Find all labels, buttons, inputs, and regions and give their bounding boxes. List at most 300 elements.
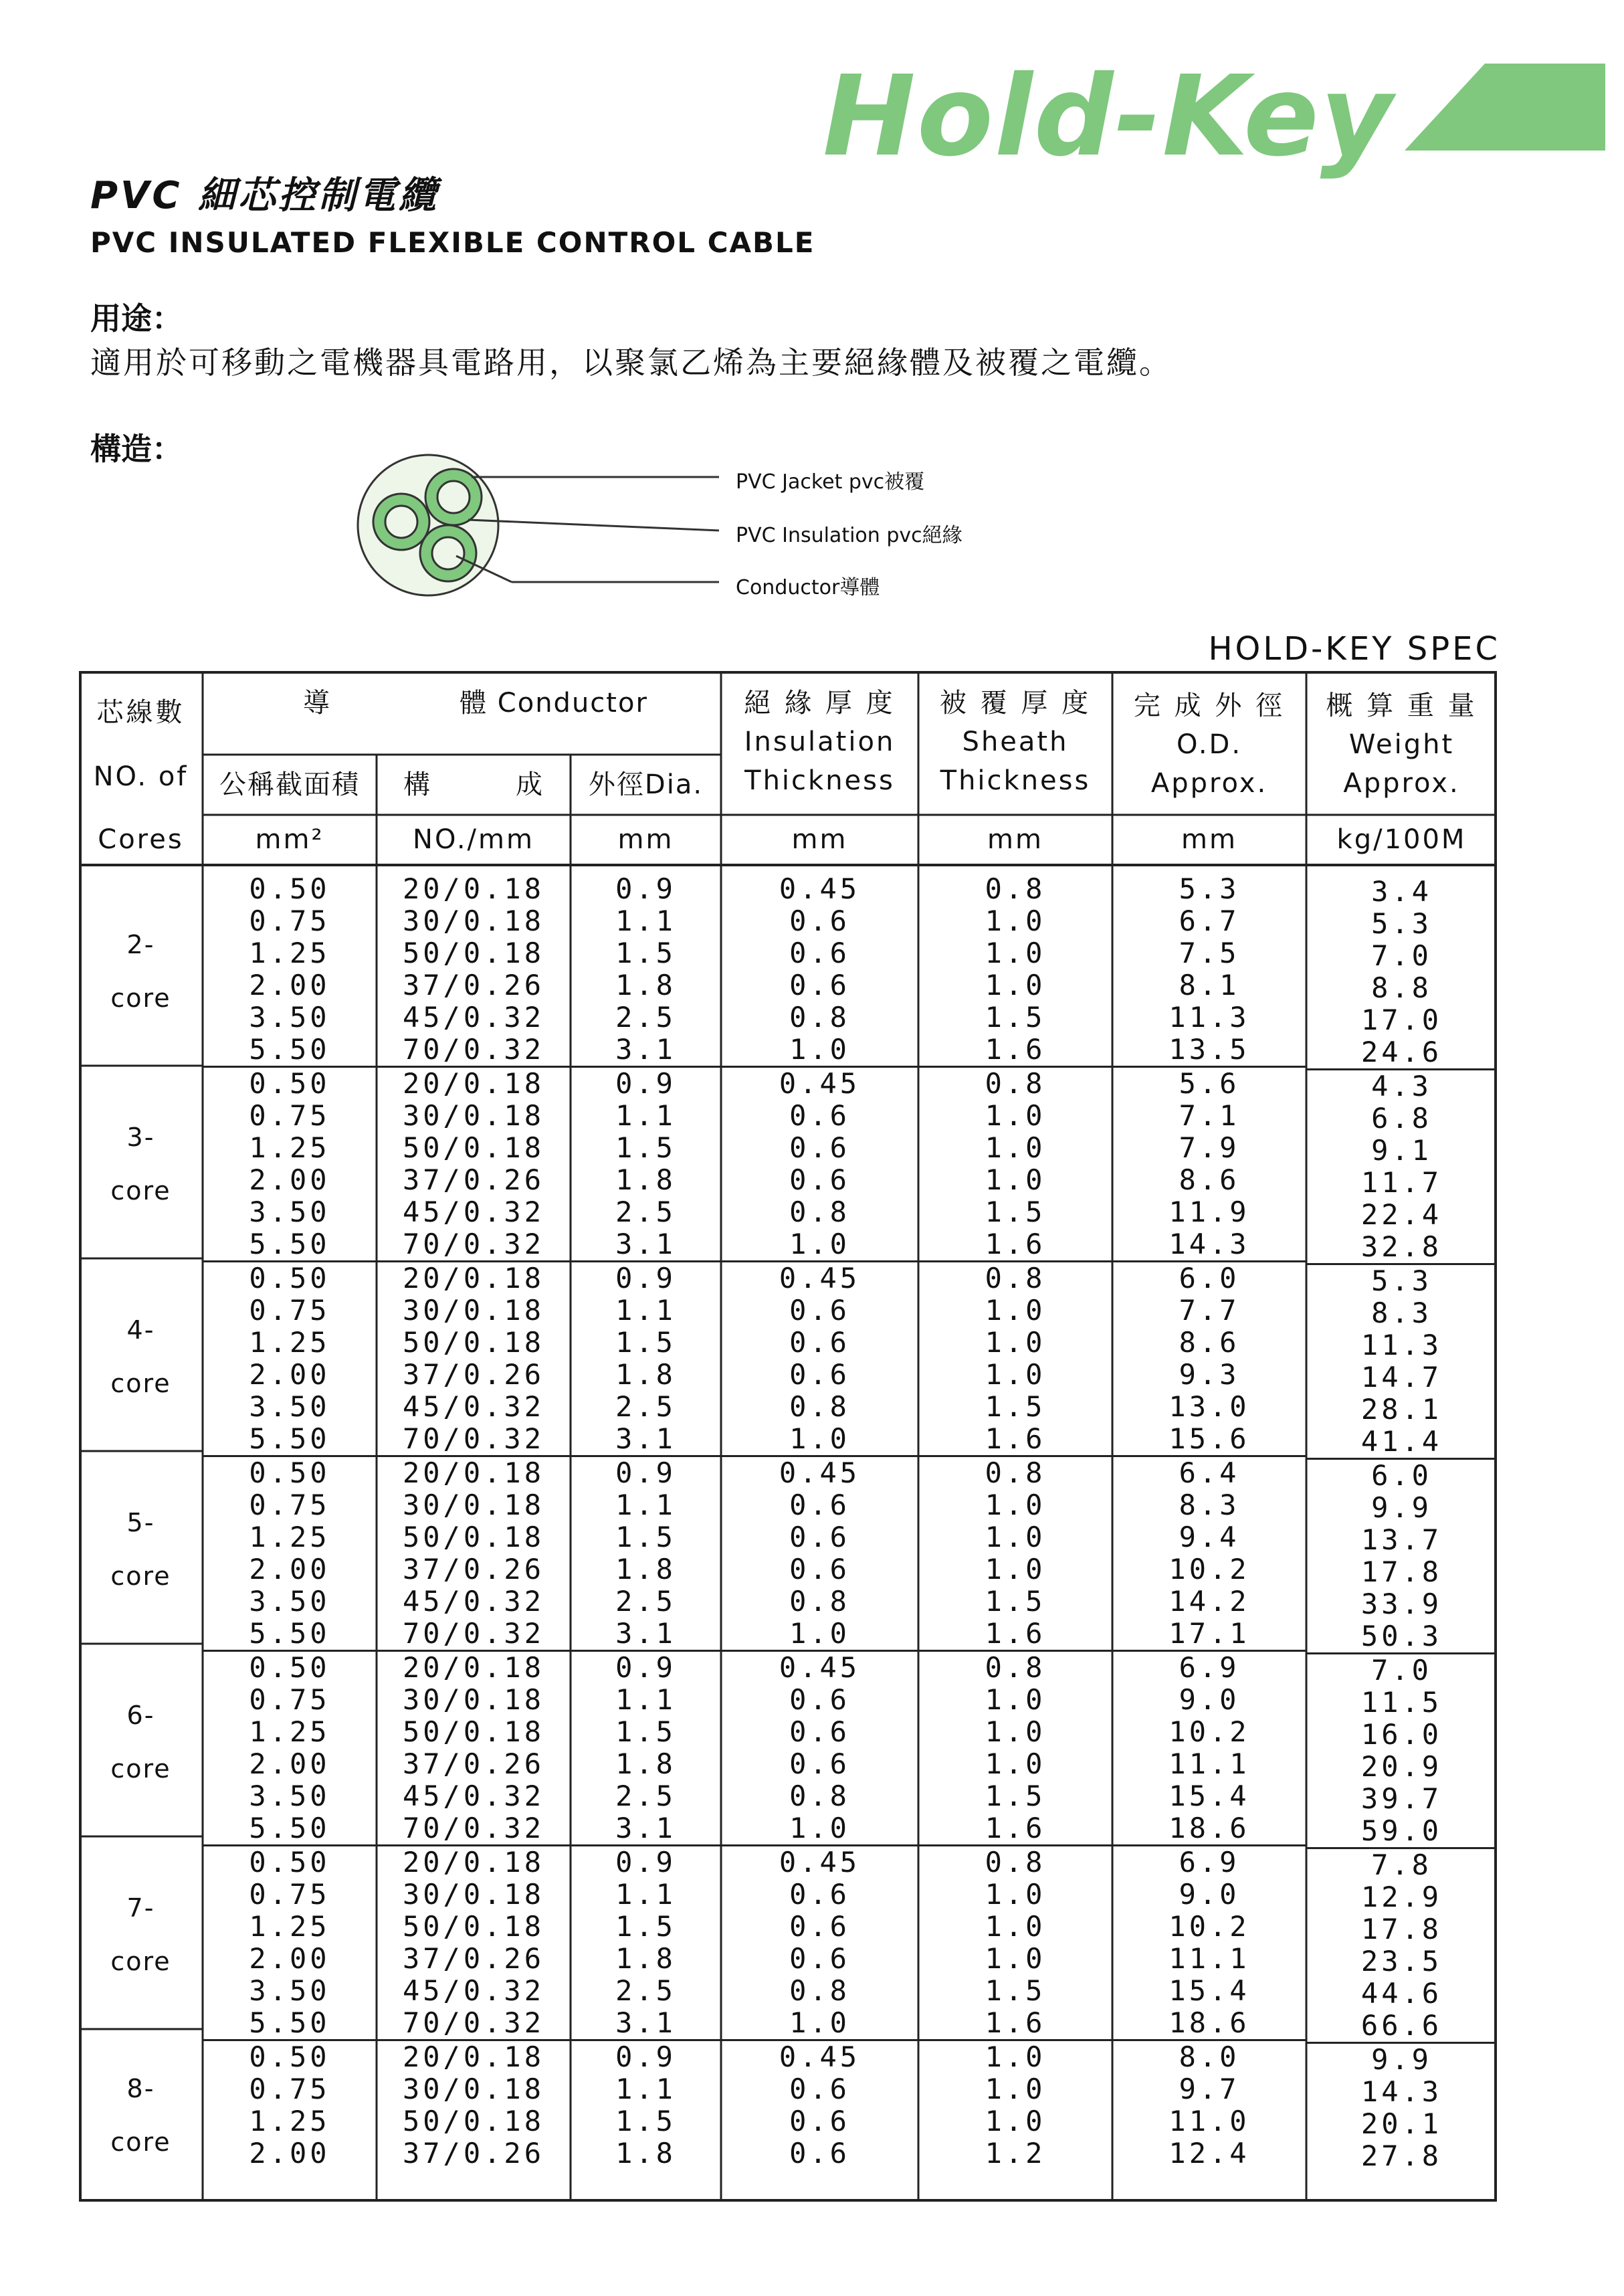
table-cell: 1.8 [615, 969, 676, 1001]
table-cell: 17.8 [1360, 1555, 1443, 1588]
table-cell: 0.6 [789, 1715, 850, 1748]
table-cell: 6.9 [1112, 1844, 1306, 1879]
header-cores-en: Cores [98, 824, 184, 855]
group-sub: core [110, 1561, 171, 1591]
usage-text: 適用於可移動之電機器具電路用，以聚氯乙烯為主要絕緣體及被覆之電纜。 [90, 345, 1172, 381]
table-cell: 0.8 [918, 1260, 1112, 1295]
table-cell: 5.3 [1179, 872, 1240, 905]
table-cell: 20/0.18 [377, 1455, 571, 1489]
table-cell: 1.8 [615, 1163, 676, 1196]
table-cell: 66.6 [1360, 2009, 1443, 2042]
table-cell: 0.8 [789, 1390, 850, 1423]
table-cell: 13.5 [1169, 1033, 1250, 1066]
column-od [1112, 873, 1306, 2170]
table-cell: 1.0 [985, 1878, 1046, 1911]
table-cell: 3.1 [615, 1617, 676, 1650]
table-cell: 5.6 [1112, 1066, 1306, 1100]
table-cell: 1.6 [985, 1617, 1046, 1650]
table-cell: 8.3 [1371, 1297, 1432, 1329]
table-cell: 1.0 [789, 1422, 850, 1455]
table-cell: 1.5 [985, 1001, 1046, 1034]
table-cell: 7.7 [1179, 1294, 1240, 1327]
header-construction: 構 成 [403, 769, 544, 800]
table-cell: 0.75 [249, 1683, 330, 1716]
table-cell: 1.25 [249, 1521, 330, 1553]
table-cell: 20.9 [1360, 1750, 1443, 1783]
table-cell: 11.3 [1169, 1001, 1250, 1034]
table-cell: 37/0.26 [402, 2137, 544, 2170]
table-cell: 0.75 [249, 1489, 330, 1521]
table-cell: 1.1 [615, 1294, 676, 1327]
table-cell: 20/0.18 [377, 1650, 571, 1684]
table-cell: 37/0.26 [402, 969, 544, 1001]
column-weight [1306, 876, 1497, 2172]
table-cell: 1.25 [249, 1715, 330, 1748]
table-cell: 3.1 [615, 1228, 676, 1260]
header-conductor-zh: 導 [303, 688, 336, 719]
table-cell: 2.5 [615, 1780, 676, 1812]
header-weight-zh: 概 算 重 量 [1326, 690, 1478, 721]
table-cell: 45/0.32 [402, 1390, 544, 1423]
table-cell: 0.45 [779, 872, 861, 905]
logo-text: Hold-Key [823, 52, 1394, 181]
table-cell: 50/0.18 [402, 1131, 544, 1164]
table-cell: 0.75 [249, 1294, 330, 1327]
table-cell: 3.50 [249, 1780, 330, 1812]
table-cell: 2.00 [249, 1942, 330, 1975]
spec-label: HOLD-KEY SPEC [1208, 630, 1500, 668]
table-cell: 0.50 [203, 1844, 377, 1879]
column-nominal-area [203, 873, 377, 2170]
table-cell: 0.6 [789, 1942, 850, 1975]
group-sub: core [110, 1369, 171, 1398]
table-cell: 0.45 [721, 1844, 918, 1879]
table-cell: 0.6 [789, 1683, 850, 1716]
table-cell: 0.9 [615, 872, 676, 905]
table-cell: 5.3 [1306, 1263, 1497, 1297]
usage-label: 用途： [90, 300, 183, 337]
table-cell: 1.5 [615, 2105, 676, 2137]
table-cell: 0.8 [789, 1001, 850, 1034]
table-cell: 6.7 [1179, 904, 1240, 937]
table-cell: 0.8 [918, 1066, 1112, 1100]
table-cell: 6.0 [1112, 1260, 1306, 1295]
table-cell: 0.9 [571, 1844, 721, 1879]
table-cell: 1.25 [249, 1326, 330, 1359]
table-cell: 11.0 [1169, 2105, 1250, 2137]
table-cell: 28.1 [1360, 1393, 1443, 1426]
table-cell: 0.6 [789, 1489, 850, 1521]
table-cell: 0.50 [203, 1455, 377, 1489]
table-cell: 8.8 [1371, 971, 1432, 1004]
header-sheath-en: Sheath [962, 727, 1069, 757]
table-cell: 1.8 [615, 1553, 676, 1586]
header-weight-en: Weight [1348, 729, 1455, 760]
table-cell: 0.8 [789, 1780, 850, 1812]
table-cell: 0.6 [789, 969, 850, 1001]
group-label-3-core [79, 1125, 203, 1204]
table-cell: 20/0.18 [402, 872, 544, 905]
table-cell: 0.6 [789, 1099, 850, 1132]
table-cell: 0.6 [789, 1553, 850, 1586]
group-label-2-core [79, 932, 203, 1011]
table-cell: 3.50 [249, 1001, 330, 1034]
table-cell: 6.8 [1371, 1102, 1432, 1135]
table-cell: 37/0.26 [402, 1163, 544, 1196]
table-cell: 6.9 [1112, 1650, 1306, 1684]
table-cell: 7.5 [1179, 937, 1240, 969]
table-cell: 8.1 [1179, 969, 1240, 1001]
table-cell: 3.1 [615, 2006, 676, 2039]
table-cell: 8.0 [1112, 2039, 1306, 2073]
table-cell: 20/0.18 [377, 1844, 571, 1879]
table-cell: 2.00 [249, 969, 330, 1001]
table-cell: 15.4 [1169, 1974, 1250, 2007]
table-cell: 1.0 [985, 937, 1046, 969]
table-cell: 2.00 [249, 1747, 330, 1780]
table-cell: 0.45 [721, 1455, 918, 1489]
table-cell: 1.8 [615, 2137, 676, 2170]
table-cell: 0.50 [203, 2039, 377, 2073]
table-cell: 1.0 [985, 2073, 1046, 2105]
header-insulation-zh: 絕 緣 厚 度 [744, 688, 896, 719]
title-english: PVC INSULATED FLEXIBLE CONTROL CABLE [90, 226, 815, 259]
table-cell: 20.1 [1360, 2107, 1443, 2140]
table-cell: 30/0.18 [402, 1099, 544, 1132]
table-cell: 30/0.18 [402, 1489, 544, 1521]
table-cell: 0.9 [571, 1455, 721, 1489]
table-cell: 7.0 [1306, 1652, 1497, 1687]
table-cell: 1.25 [249, 1131, 330, 1164]
table-cell: 16.0 [1360, 1718, 1443, 1751]
table-cell: 1.0 [985, 904, 1046, 937]
table-cell: 70/0.32 [402, 1812, 544, 1844]
table-cell: 1.25 [249, 1910, 330, 1943]
table-cell: 1.0 [789, 1617, 850, 1650]
table-cell: 45/0.32 [402, 1195, 544, 1228]
table-cell: 1.25 [249, 937, 330, 969]
table-cell: 1.5 [615, 1910, 676, 1943]
table-cell: 24.6 [1360, 1036, 1443, 1068]
table-cell: 37/0.26 [402, 1942, 544, 1975]
table-cell: 44.6 [1360, 1977, 1443, 2010]
header-sheath-thickness: Thickness [940, 765, 1091, 796]
table-cell: 30/0.18 [402, 2073, 544, 2105]
table-cell: 6.0 [1306, 1458, 1497, 1492]
table-cell: 0.6 [789, 937, 850, 969]
table-cell: 1.5 [615, 1131, 676, 1164]
table-cell: 8.6 [1179, 1326, 1240, 1359]
table-cell: 1.5 [615, 1326, 676, 1359]
table-cell: 70/0.32 [402, 1422, 544, 1455]
table-cell: 32.8 [1360, 1230, 1443, 1263]
table-cell: 1.5 [985, 1585, 1046, 1618]
table-cell: 0.6 [789, 1521, 850, 1553]
table-cell: 4.3 [1306, 1068, 1497, 1103]
table-cell: 1.0 [985, 2105, 1046, 2137]
table-cell: 50/0.18 [402, 937, 544, 969]
table-cell: 1.1 [615, 1099, 676, 1132]
table-cell: 0.6 [789, 1131, 850, 1164]
table-cell: 0.9 [571, 1650, 721, 1684]
table-cell: 1.1 [615, 1683, 676, 1716]
header-insulation-en: Insulation [744, 727, 896, 757]
table-cell: 1.2 [985, 2137, 1046, 2170]
table-cell: 0.8 [789, 1195, 850, 1228]
table-cell: 1.5 [985, 1974, 1046, 2007]
table-cell: 37/0.26 [402, 1553, 544, 1586]
table-cell: 7.1 [1179, 1099, 1240, 1132]
table-cell: 14.7 [1360, 1361, 1443, 1394]
table-cell: 0.6 [789, 1163, 850, 1196]
group-label: 6- [126, 1701, 155, 1730]
table-cell: 1.6 [985, 1033, 1046, 1066]
table-cell: 2.5 [615, 1390, 676, 1423]
table-cell: 1.0 [789, 1228, 850, 1260]
column-sheath [918, 873, 1112, 2170]
group-label-7-core [79, 1895, 203, 1974]
table-cell: 9.0 [1179, 1878, 1240, 1911]
header-insulation-thickness: Thickness [744, 765, 895, 796]
header-diameter-unit: mm [617, 824, 674, 855]
header-od-unit: mm [1181, 824, 1237, 855]
table-cell: 17.0 [1360, 1003, 1443, 1036]
group-sub: core [110, 1176, 171, 1206]
table-cell: 15.4 [1169, 1780, 1250, 1812]
header-sheath-zh: 被 覆 厚 度 [939, 688, 1092, 719]
table-cell: 33.9 [1360, 1588, 1443, 1620]
table-cell: 11.1 [1169, 1942, 1250, 1975]
table-cell: 20/0.18 [377, 1066, 571, 1100]
table-cell: 0.6 [789, 2105, 850, 2137]
table-cell: 1.0 [985, 1099, 1046, 1132]
logo-bar-shape [1405, 64, 1605, 151]
table-cell: 50/0.18 [402, 1326, 544, 1359]
table-cell: 0.9 [571, 1066, 721, 1100]
cable-cross-section-diagram [354, 445, 1023, 619]
table-cell: 0.45 [721, 1650, 918, 1684]
header-nominal-area: 公稱截面積 [219, 769, 360, 800]
table-cell: 1.0 [985, 1358, 1046, 1391]
table-cell: 0.75 [249, 1099, 330, 1132]
table-cell: 0.8 [789, 1585, 850, 1618]
table-cell: 17.8 [1360, 1913, 1443, 1945]
table-cell: 1.0 [985, 969, 1046, 1001]
table-cell: 1.5 [615, 1715, 676, 1748]
table-cell: 1.5 [615, 1521, 676, 1553]
table-cell: 50/0.18 [402, 1910, 544, 1943]
group-sub: core [110, 1947, 171, 1976]
table-cell: 5.3 [1371, 907, 1432, 940]
table-cell: 1.8 [615, 1747, 676, 1780]
group-sub: core [110, 2127, 171, 2157]
table-cell: 1.6 [985, 2006, 1046, 2039]
table-cell: 1.0 [985, 1683, 1046, 1716]
table-cell: 3.4 [1371, 875, 1432, 908]
table-cell: 1.0 [985, 1553, 1046, 1586]
table-cell: 1.1 [615, 2073, 676, 2105]
table-cell: 0.6 [789, 904, 850, 937]
column-diameter [571, 873, 721, 2170]
table-cell: 3.50 [249, 1585, 330, 1618]
table-cell: 8.6 [1179, 1163, 1240, 1196]
table-cell: 0.6 [789, 1878, 850, 1911]
table-cell: 8.3 [1179, 1489, 1240, 1521]
table-cell: 50/0.18 [402, 1521, 544, 1553]
table-cell: 1.5 [985, 1780, 1046, 1812]
table-cell: 1.8 [615, 1942, 676, 1975]
table-cell: 2.00 [249, 1553, 330, 1586]
table-cell: 70/0.32 [402, 1617, 544, 1650]
table-cell: 5.50 [249, 1422, 330, 1455]
table-cell: 2.00 [249, 1358, 330, 1391]
table-cell: 1.0 [985, 1910, 1046, 1943]
header-diameter: 外徑Dia. [588, 769, 704, 800]
table-cell: 1.0 [985, 1489, 1046, 1521]
table-cell: 9.4 [1179, 1521, 1240, 1553]
table-cell: 1.0 [985, 1131, 1046, 1164]
header-od-zh: 完 成 外 徑 [1133, 690, 1286, 721]
callout-conductor: Conductor導體 [736, 576, 880, 599]
table-cell: 22.4 [1360, 1198, 1443, 1231]
table-cell: 9.1 [1371, 1134, 1432, 1167]
table-cell: 14.3 [1169, 1228, 1250, 1260]
table-cell: 10.2 [1169, 1910, 1250, 1943]
table-cell: 11.5 [1360, 1686, 1443, 1719]
table-cell: 0.6 [789, 1326, 850, 1359]
table-cell: 11.9 [1169, 1195, 1250, 1228]
table-cell: 0.6 [789, 2073, 850, 2105]
table-cell: 0.6 [789, 1910, 850, 1943]
group-label: 7- [126, 1893, 155, 1923]
table-cell: 3.50 [249, 1195, 330, 1228]
group-label-4-core [79, 1317, 203, 1396]
header-conductor-en: 體 Conductor [460, 688, 648, 719]
header-cores-zh: 芯線數 [96, 697, 185, 728]
table-cell: 7.9 [1179, 1131, 1240, 1164]
table-cell: 1.1 [615, 1489, 676, 1521]
table-cell: 5.50 [249, 1228, 330, 1260]
table-cell: 1.0 [985, 1942, 1046, 1975]
group-label: 8- [126, 2074, 155, 2103]
table-cell: 5.50 [249, 1033, 330, 1066]
table-cell: 9.9 [1371, 1491, 1432, 1524]
table-cell: 7.0 [1371, 939, 1432, 972]
table-cell: 1.0 [985, 1521, 1046, 1553]
table-cell: 0.9 [571, 2039, 721, 2073]
table-cell: 3.50 [249, 1390, 330, 1423]
table-cell: 14.3 [1360, 2075, 1443, 2108]
table-cell: 6.4 [1112, 1455, 1306, 1489]
table-cell: 0.45 [721, 1066, 918, 1100]
table-cell: 3.1 [615, 1812, 676, 1844]
table-cell: 30/0.18 [402, 1878, 544, 1911]
table-cell: 0.6 [789, 1747, 850, 1780]
table-cell: 70/0.32 [402, 1033, 544, 1066]
table-cell: 5.50 [249, 1617, 330, 1650]
table-cell: 0.8 [918, 1650, 1112, 1684]
table-cell: 0.8 [918, 1844, 1112, 1879]
title-chinese: PVC 細芯控制電纜 [90, 174, 439, 217]
table-cell: 3.1 [615, 1422, 676, 1455]
table-cell: 59.0 [1360, 1814, 1443, 1847]
group-label-8-core [79, 2076, 203, 2155]
header-od-en: O.D. [1176, 729, 1243, 760]
table-cell: 0.45 [721, 1260, 918, 1295]
group-label-6-core [79, 1703, 203, 1782]
header-cores-no: NO. of [93, 761, 189, 792]
table-cell: 50.3 [1360, 1620, 1443, 1652]
column-construction [377, 873, 571, 2170]
table-cell: 2.5 [615, 1974, 676, 2007]
table-cell: 45/0.32 [402, 1974, 544, 2007]
table-cell: 9.9 [1306, 2042, 1497, 2076]
table-cell: 1.0 [985, 1326, 1046, 1359]
table-cell: 12.9 [1360, 1881, 1443, 1913]
table-cell: 23.5 [1360, 1945, 1443, 1978]
group-sub: core [110, 1754, 171, 1784]
table-cell: 70/0.32 [402, 2006, 544, 2039]
table-cell: 9.0 [1179, 1683, 1240, 1716]
group-sub: core [110, 983, 171, 1013]
table-cell: 7.8 [1306, 1847, 1497, 1881]
table-cell: 0.75 [249, 2073, 330, 2105]
table-cell: 11.7 [1360, 1166, 1443, 1199]
header-nominal-area-unit: mm² [255, 824, 324, 855]
table-cell: 2.5 [615, 1195, 676, 1228]
group-label: 3- [126, 1123, 155, 1152]
table-cell: 14.2 [1169, 1585, 1250, 1618]
table-cell: 1.5 [615, 937, 676, 969]
table-cell: 1.0 [918, 2039, 1112, 2073]
table-cell: 1.5 [985, 1195, 1046, 1228]
callout-insulation: PVC Insulation pvc絕緣 [736, 524, 962, 547]
table-cell: 1.6 [985, 1422, 1046, 1455]
table-cell: 30/0.18 [402, 1294, 544, 1327]
table-cell: 9.3 [1179, 1358, 1240, 1391]
table-cell: 15.6 [1169, 1422, 1250, 1455]
table-cell: 20/0.18 [377, 2039, 571, 2073]
table-cell: 30/0.18 [402, 1683, 544, 1716]
table-cell: 1.0 [985, 1715, 1046, 1748]
table-cell: 0.6 [789, 2137, 850, 2170]
table-cell: 1.0 [985, 1294, 1046, 1327]
group-label: 2- [126, 930, 155, 959]
table-cell: 1.0 [789, 2006, 850, 2039]
table-cell: 10.2 [1169, 1553, 1250, 1586]
table-cell: 1.1 [615, 1878, 676, 1911]
header-weight-approx: Approx. [1343, 768, 1460, 799]
table-cell: 11.1 [1169, 1747, 1250, 1780]
table-cell: 0.75 [249, 1878, 330, 1911]
table-cell: 2.00 [249, 2137, 330, 2170]
table-cell: 18.6 [1169, 1812, 1250, 1844]
table-cell: 0.50 [203, 1650, 377, 1684]
table-cell: 0.8 [918, 1455, 1112, 1489]
table-cell: 0.9 [571, 1260, 721, 1295]
group-label: 5- [126, 1508, 155, 1537]
group-label: 4- [126, 1315, 155, 1345]
column-insulation [721, 873, 918, 2170]
table-cell: 17.1 [1169, 1617, 1250, 1650]
table-cell: 0.50 [203, 1260, 377, 1295]
table-cell: 1.0 [985, 1163, 1046, 1196]
table-cell: 45/0.32 [402, 1780, 544, 1812]
table-cell: 0.8 [985, 872, 1046, 905]
table-cell: 2.5 [615, 1001, 676, 1034]
table-cell: 27.8 [1360, 2139, 1443, 2172]
table-cell: 0.45 [721, 2039, 918, 2073]
